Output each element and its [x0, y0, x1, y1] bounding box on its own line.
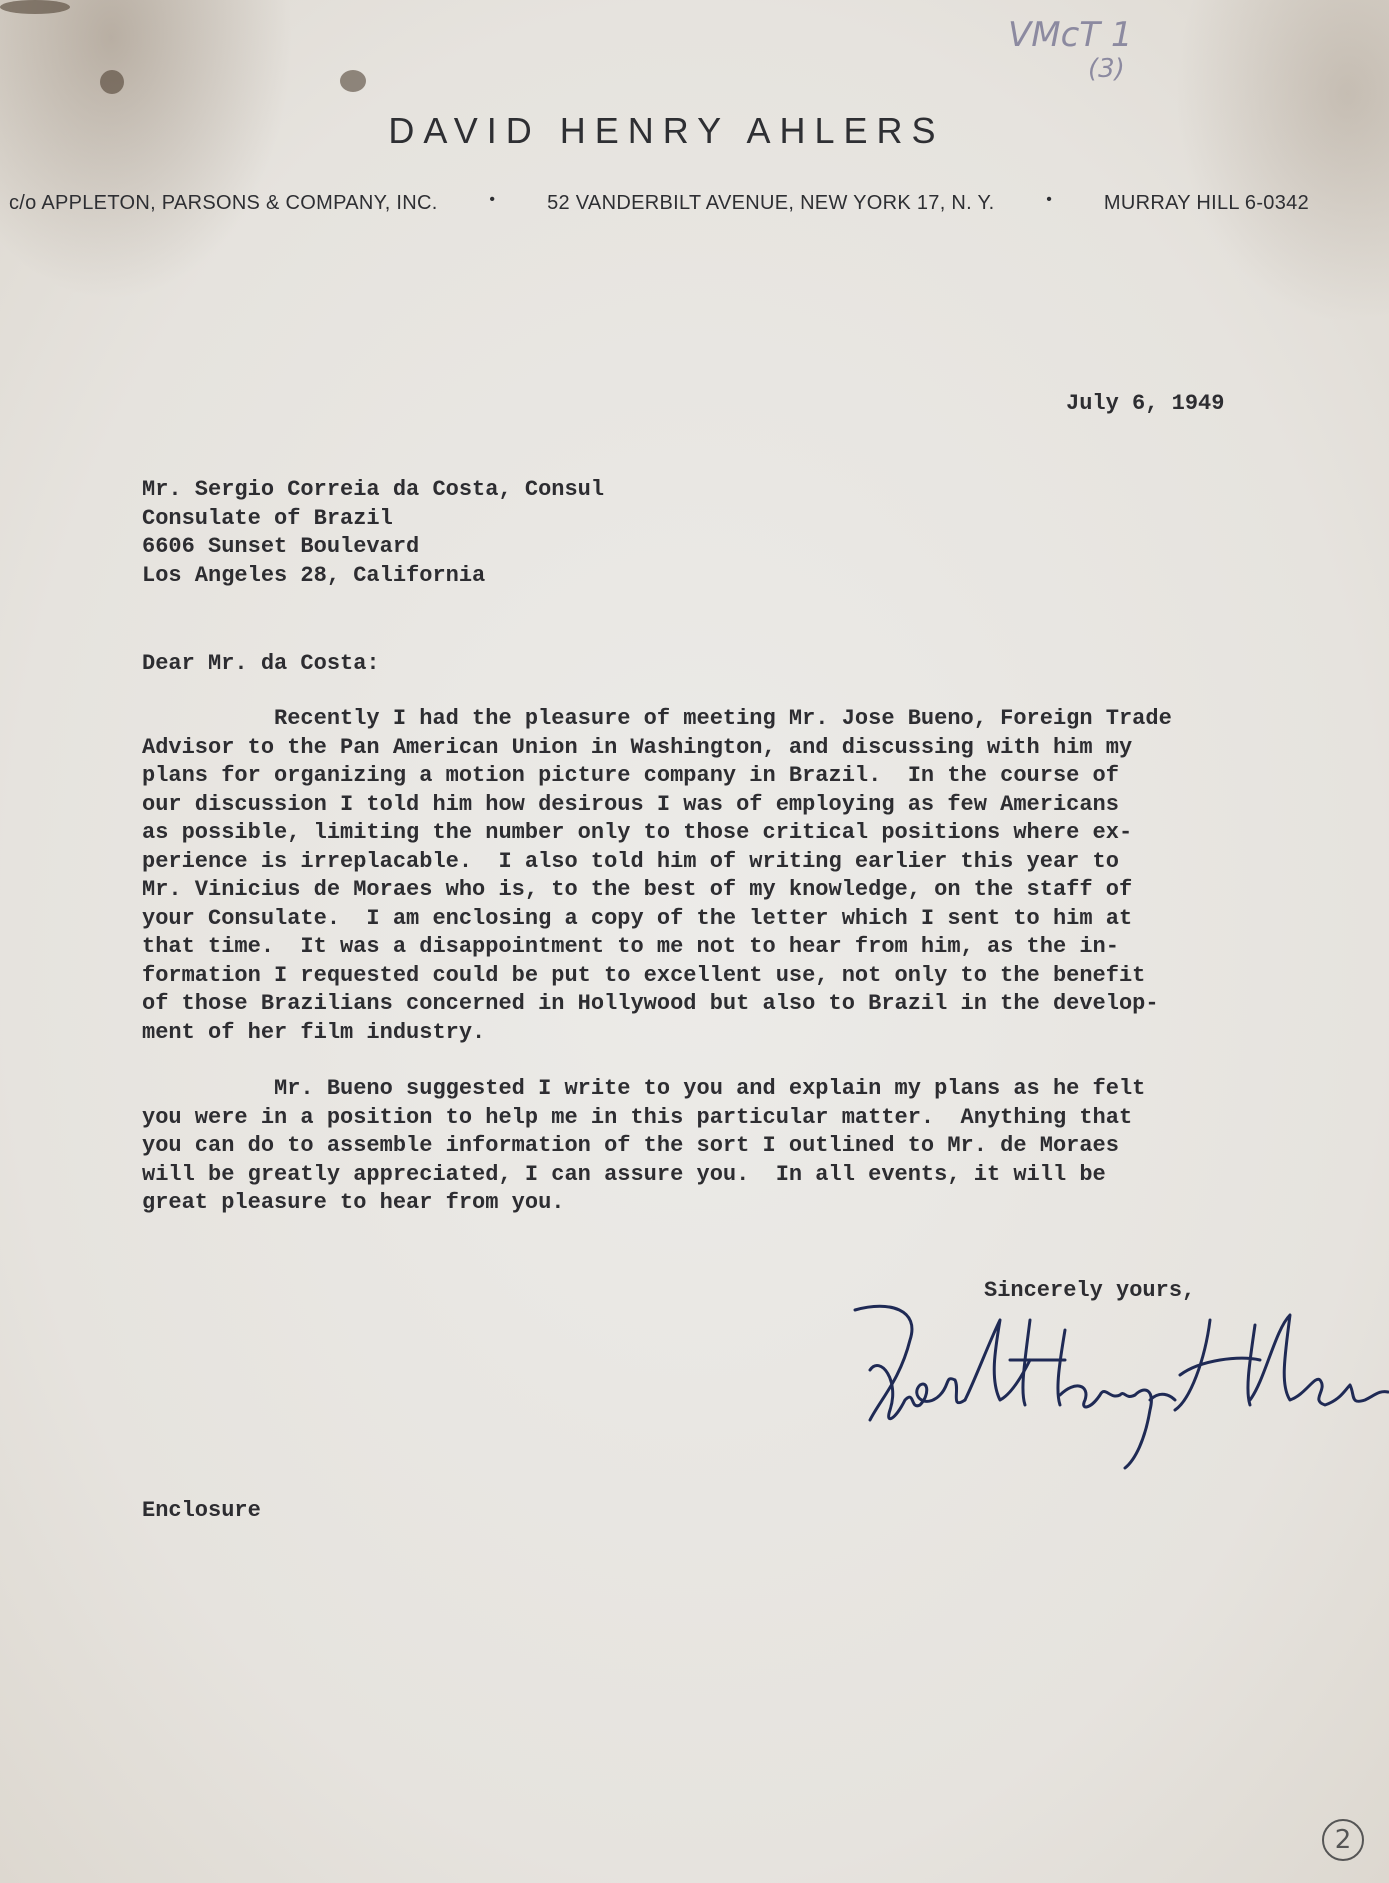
body-line: great pleasure to hear from you.: [142, 1190, 565, 1215]
body-paragraph-2: [142, 1075, 1145, 1218]
letterhead-separator: •: [489, 191, 496, 208]
body-line: that time. It was a disappointment to me not to hear from him, as the in-: [142, 934, 1119, 959]
body-line: our discussion I told him how desirous I was of employing as few Americans: [142, 791, 1119, 817]
stain-mark: [0, 0, 70, 14]
body-line: as possible, limiting the number only to those critical positions where ex-: [142, 820, 1133, 845]
salutation: Dear Mr. da Costa:: [142, 651, 380, 676]
body-line: you can do to assemble information of the sort I outlined to Mr. de Moraes: [142, 1133, 1119, 1158]
recipient-line: Consulate of Brazil: [142, 505, 393, 531]
handwritten-note: [1008, 15, 1133, 86]
recipient-line: Mr. Sergio Correia da Costa, Consul: [142, 477, 605, 502]
letterhead-separator: •: [1046, 191, 1053, 208]
letterhead-street: 52 VANDERBILT AVENUE, NEW YORK 17, N. Y.: [547, 192, 995, 214]
stain-mark: [100, 70, 124, 94]
body-line: Advisor to the Pan American Union in Washington, and discussing with him my: [142, 734, 1133, 760]
recipient-line: 6606 Sunset Boulevard: [142, 534, 420, 559]
recipient-address: [142, 476, 604, 590]
body-line: Recently I had the pleasure of meeting Mr. Jose Bueno, Foreign Trade: [142, 706, 1172, 731]
closing: Sincerely yours,: [984, 1278, 1196, 1303]
body-line: Mr. Vinicius de Moraes who is, to the best of my knowledge, on the staff of: [142, 877, 1133, 902]
body-line: ment of her film industry.: [142, 1019, 486, 1045]
stain-mark: [340, 70, 366, 92]
letterhead-phone: MURRAY HILL 6-0342: [1103, 192, 1309, 214]
body-line: formation I requested could be put to excellent use, not only to the benefit: [142, 962, 1146, 988]
body-line: of those Brazilians concerned in Hollywood but also to Brazil in the develop-: [142, 991, 1159, 1016]
handwritten-note-line1: VMcT 1: [1008, 15, 1133, 55]
handwritten-note-line2: (3): [1088, 54, 1125, 84]
recipient-line: Los Angeles 28, California: [142, 562, 486, 588]
body-line: plans for organizing a motion picture company in Brazil. In the course of: [142, 763, 1119, 788]
body-line: perience is irreplacable. I also told him of writing earlier this year to: [142, 848, 1119, 874]
enclosure-note: Enclosure: [142, 1498, 261, 1523]
letterhead-address: [9, 192, 1309, 215]
body-line: your Consulate. I am enclosing a copy of the letter which I sent to him at: [142, 905, 1133, 931]
letterhead-name: DAVID HENRY AHLERS: [388, 110, 945, 151]
body-line: Mr. Bueno suggested I write to you and explain my plans as he felt: [142, 1076, 1146, 1101]
page-number: 2: [1322, 1819, 1364, 1861]
letter-date: July 6, 1949: [1066, 391, 1225, 416]
body-paragraph-1: [142, 705, 1172, 1047]
body-line: will be greatly appreciated, I can assure you. In all events, it will be: [142, 1161, 1106, 1187]
body-line: you were in a position to help me in this particular matter. Anything that: [142, 1104, 1133, 1130]
signature: [850, 1300, 1389, 1470]
letterhead-company: c/o APPLETON, PARSONS & COMPANY, INC.: [9, 192, 438, 214]
